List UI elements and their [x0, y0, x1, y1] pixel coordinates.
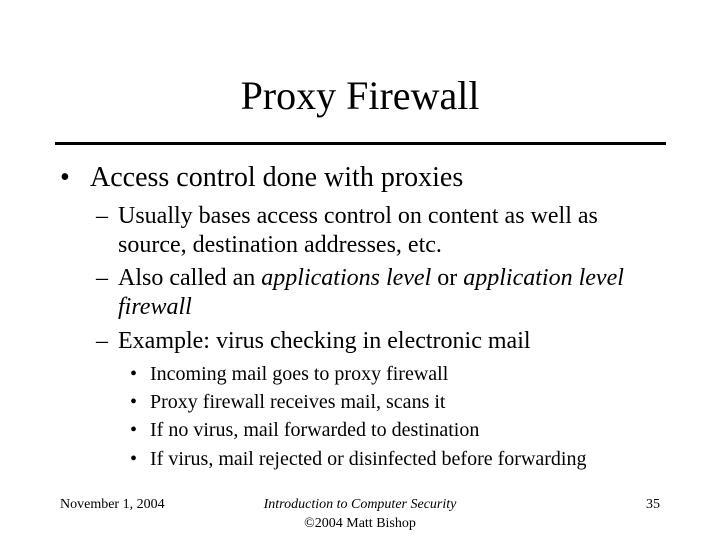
subbullet-also-called-line2: firewall [118, 294, 192, 320]
list-item-text: If virus, mail rejected or disinfected before forwarding [150, 448, 587, 470]
bullet-icon: • [130, 448, 138, 470]
dash-icon: – [96, 265, 108, 291]
list-item-text: Incoming mail goes to proxy firewall [150, 363, 449, 385]
slide-title: Proxy Firewall [240, 73, 480, 118]
subbullet-also-called-line1 [118, 264, 624, 293]
title-divider [55, 142, 666, 145]
applications-level-term: applications level [261, 265, 432, 291]
footer-date: November 1, 2004 [60, 497, 165, 512]
subbullet-text: Also called an [118, 265, 262, 291]
dash-icon: – [96, 203, 108, 229]
main-bullet [60, 161, 463, 195]
subbullet-content-based-line1: Usually bases access control on content as well as [118, 203, 598, 229]
dash-icon: – [96, 328, 108, 354]
footer-course: Introduction to Computer Security [263, 497, 457, 512]
subbullet-dash [96, 327, 108, 356]
bullet-icon: • [130, 363, 138, 385]
subbullet-text: or [431, 265, 464, 291]
main-bullet-text: Access control done with proxies [90, 162, 464, 193]
page-number: 35 [646, 497, 660, 512]
list-item-text: If no virus, mail forwarded to destination [150, 419, 480, 441]
bullet-icon: • [60, 162, 70, 193]
bullet-icon: • [130, 391, 138, 413]
footer-copyright: ©2004 Matt Bishop [304, 516, 416, 531]
subbullet-dash [96, 202, 108, 231]
application-level-term: application level [463, 265, 624, 291]
bullet-icon: • [130, 419, 138, 441]
subbullet-content-based-line2: source, destination addresses, etc. [118, 232, 442, 258]
list-item-text: Proxy firewall receives mail, scans it [150, 391, 446, 413]
subbullet-dash [96, 264, 108, 293]
subbullet-example: Example: virus checking in electronic mail [118, 328, 531, 354]
